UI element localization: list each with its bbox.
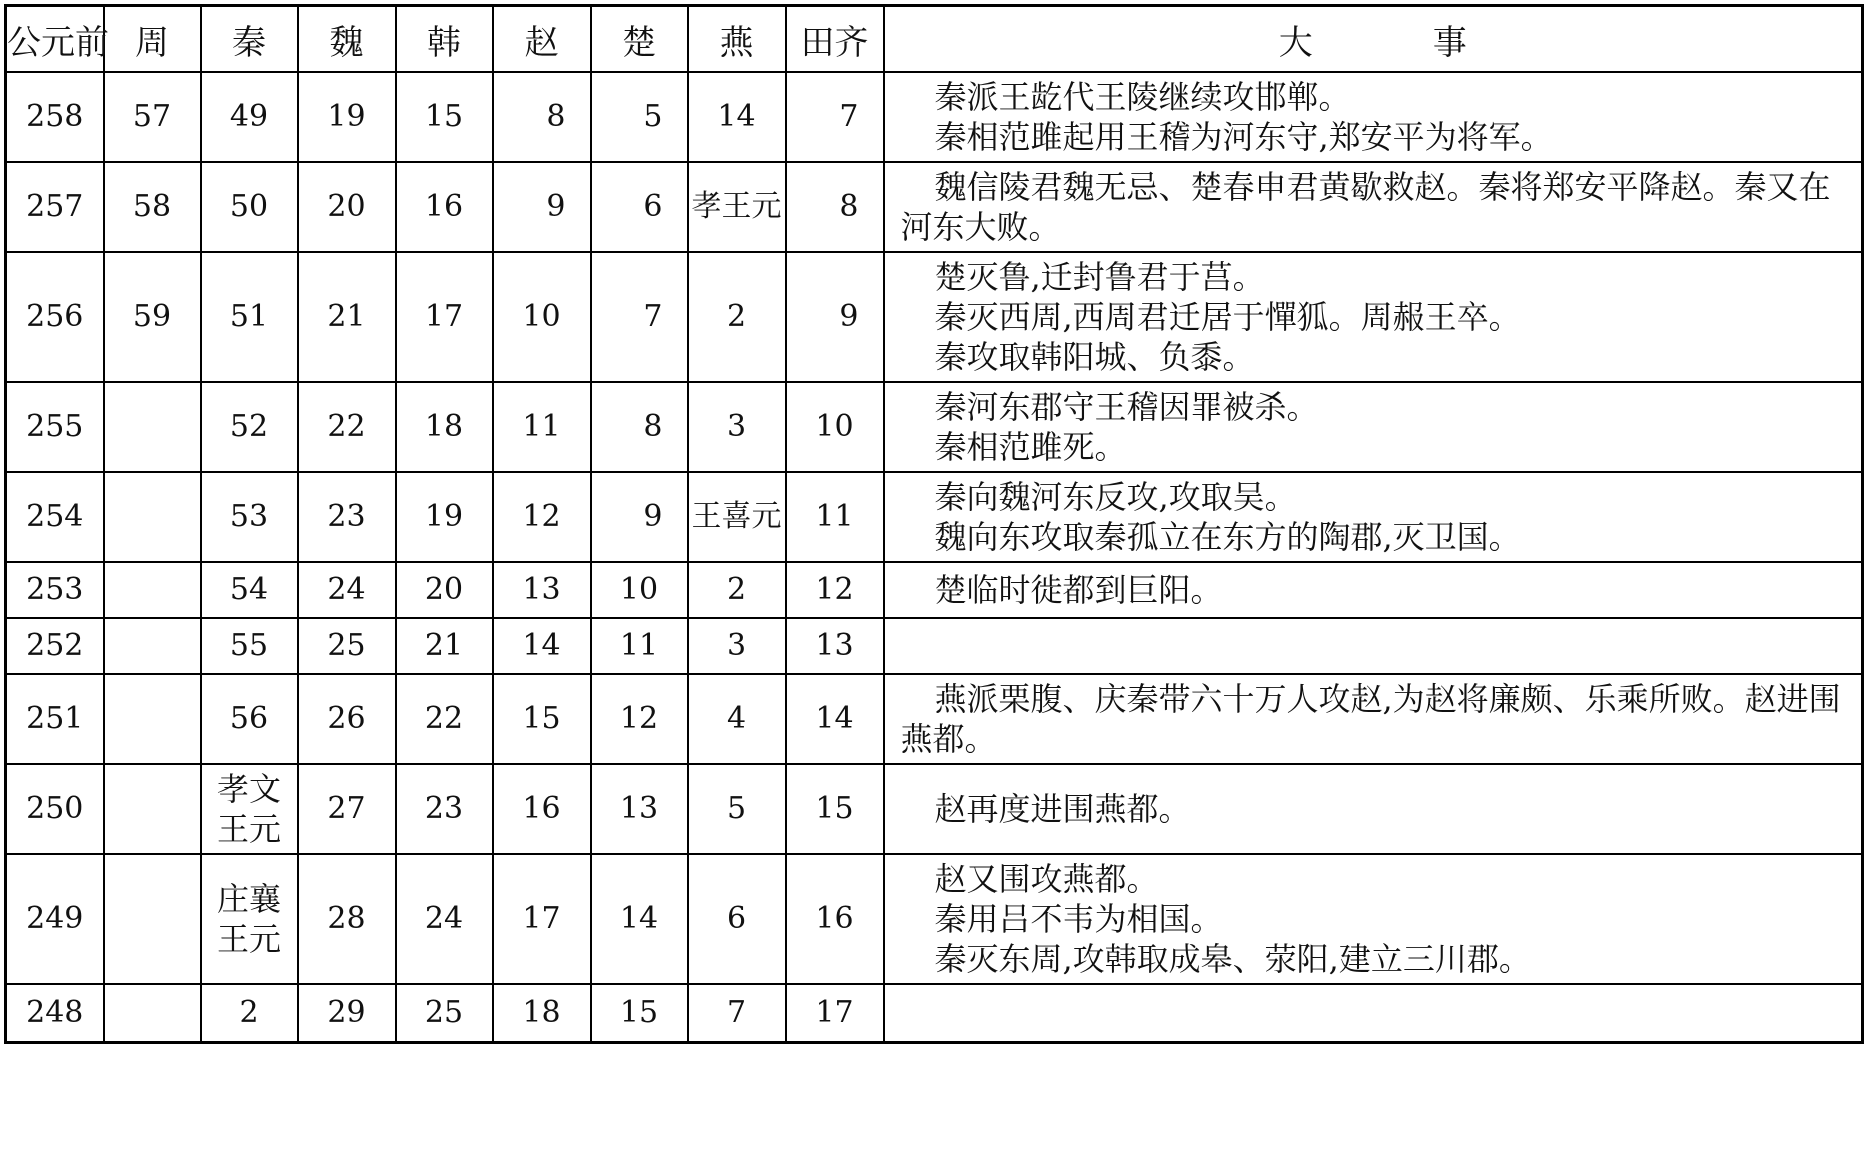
event-text: 魏信陵君魏无忌、楚春申君黄歇救赵。秦将郑安平降赵。秦又在河东大败。 [900, 168, 1831, 246]
cell-yan: 王喜元 [688, 472, 786, 562]
cell-qin: 53 [201, 472, 298, 562]
table-row [6, 162, 1863, 252]
cell-qi: 13 [786, 618, 884, 674]
cell-qi: 10 [786, 382, 884, 472]
cell-qi: 14 [786, 674, 884, 764]
cell-events [884, 472, 1863, 562]
event-text: 秦灭西周,西周君迁居于憚狐。周赧王卒。 [934, 298, 1521, 336]
cell-chu: 8 [591, 382, 688, 472]
cell-yan: 5 [688, 764, 786, 854]
cell-zhao: 16 [493, 764, 591, 854]
cell-wei: 21 [298, 252, 396, 382]
cell-chu: 6 [591, 162, 688, 252]
cell-han: 22 [396, 674, 493, 764]
cell-bc: 251 [6, 674, 104, 764]
cell-qin: 51 [201, 252, 298, 382]
event-text: 秦攻取韩阳城、负黍。 [934, 338, 1255, 376]
event-text: 魏向东攻取秦孤立在东方的陶郡,灭卫国。 [934, 518, 1521, 556]
event-text: 楚临时徙都到巨阳。 [934, 571, 1223, 609]
cell-events [884, 984, 1863, 1042]
cell-wei: 19 [298, 72, 396, 162]
cell-wei: 20 [298, 162, 396, 252]
event-text: 燕派栗腹、庆秦带六十万人攻赵,为赵将廉颇、乐乘所败。赵进围燕都。 [900, 680, 1841, 758]
cell-han: 16 [396, 162, 493, 252]
cell-qi: 7 [786, 72, 884, 162]
table-row [6, 674, 1863, 764]
cell-events [884, 382, 1863, 472]
cell-han: 23 [396, 764, 493, 854]
cell-chu: 7 [591, 252, 688, 382]
event-text: 秦派王龁代王陵继续攻邯郸。 [934, 78, 1351, 116]
cell-bc: 249 [6, 854, 104, 984]
cell-wei: 29 [298, 984, 396, 1042]
cell-zhou: 59 [104, 252, 201, 382]
cell-qi: 16 [786, 854, 884, 984]
cell-wei: 24 [298, 562, 396, 618]
cell-bc: 248 [6, 984, 104, 1042]
cell-zhou [104, 764, 201, 854]
cell-zhou [104, 984, 201, 1042]
cell-han: 20 [396, 562, 493, 618]
table-row [6, 72, 1863, 162]
cell-qin: 庄襄王元 [201, 854, 298, 984]
cell-qi: 8 [786, 162, 884, 252]
cell-zhao: 9 [493, 162, 591, 252]
cell-zhou: 58 [104, 162, 201, 252]
cell-wei: 28 [298, 854, 396, 984]
event-text: 秦灭东周,攻韩取成皋、荥阳,建立三川郡。 [934, 940, 1531, 978]
cell-zhou [104, 382, 201, 472]
col-header-han: 韩 [396, 6, 493, 73]
cell-events [884, 674, 1863, 764]
table-row [6, 854, 1863, 984]
col-header-zhao: 赵 [493, 6, 591, 73]
col-header-events [884, 6, 1863, 73]
cell-zhao: 18 [493, 984, 591, 1042]
cell-qi: 9 [786, 252, 884, 382]
col-header-qin: 秦 [201, 6, 298, 73]
cell-zhou [104, 562, 201, 618]
table-row [6, 984, 1863, 1042]
cell-wei: 26 [298, 674, 396, 764]
cell-han: 24 [396, 854, 493, 984]
header-row [6, 6, 1863, 73]
col-header-tianqi: 田齐 [786, 6, 884, 73]
table-row [6, 562, 1863, 618]
cell-zhou: 57 [104, 72, 201, 162]
cell-bc: 258 [6, 72, 104, 162]
cell-qin: 54 [201, 562, 298, 618]
cell-yan: 3 [688, 618, 786, 674]
cell-qin: 56 [201, 674, 298, 764]
cell-wei: 25 [298, 618, 396, 674]
cell-zhao: 12 [493, 472, 591, 562]
cell-qin: 55 [201, 618, 298, 674]
col-header-events-part1: 大 [1278, 22, 1313, 63]
cell-han: 21 [396, 618, 493, 674]
cell-bc: 256 [6, 252, 104, 382]
cell-bc: 250 [6, 764, 104, 854]
cell-yan: 4 [688, 674, 786, 764]
cell-chu: 5 [591, 72, 688, 162]
cell-events [884, 252, 1863, 382]
table-body [6, 72, 1863, 1042]
cell-zhao: 13 [493, 562, 591, 618]
cell-qin: 49 [201, 72, 298, 162]
col-header-wei: 魏 [298, 6, 396, 73]
table-row [6, 618, 1863, 674]
cell-zhao: 10 [493, 252, 591, 382]
col-header-chu: 楚 [591, 6, 688, 73]
table-row [6, 382, 1863, 472]
cell-events [884, 618, 1863, 674]
cell-qi: 11 [786, 472, 884, 562]
event-text: 秦相范雎死。 [934, 428, 1127, 466]
cell-yan: 2 [688, 252, 786, 382]
cell-chu: 12 [591, 674, 688, 764]
col-header-zhou: 周 [104, 6, 201, 73]
cell-han: 18 [396, 382, 493, 472]
event-text: 赵再度进围燕都。 [934, 790, 1191, 828]
event-text: 秦向魏河东反攻,攻取吴。 [934, 478, 1297, 516]
table-header [6, 6, 1863, 73]
cell-events [884, 72, 1863, 162]
cell-yan: 7 [688, 984, 786, 1042]
cell-zhao: 11 [493, 382, 591, 472]
cell-yan: 2 [688, 562, 786, 618]
cell-bc: 254 [6, 472, 104, 562]
cell-wei: 23 [298, 472, 396, 562]
col-header-yan: 燕 [688, 6, 786, 73]
cell-chu: 14 [591, 854, 688, 984]
cell-wei: 22 [298, 382, 396, 472]
cell-han: 15 [396, 72, 493, 162]
event-text: 秦用吕不韦为相国。 [934, 900, 1223, 938]
event-text: 楚灭鲁,迁封鲁君于莒。 [934, 258, 1265, 296]
cell-chu: 9 [591, 472, 688, 562]
table-row [6, 764, 1863, 854]
cell-bc: 253 [6, 562, 104, 618]
cell-qin: 52 [201, 382, 298, 472]
event-text: 赵又围攻燕都。 [934, 860, 1159, 898]
cell-chu: 10 [591, 562, 688, 618]
cell-zhou [104, 472, 201, 562]
cell-bc: 257 [6, 162, 104, 252]
cell-zhao: 15 [493, 674, 591, 764]
cell-qi: 15 [786, 764, 884, 854]
cell-events [884, 162, 1863, 252]
table-row [6, 472, 1863, 562]
cell-han: 19 [396, 472, 493, 562]
cell-yan: 孝王元 [688, 162, 786, 252]
cell-zhao: 8 [493, 72, 591, 162]
cell-yan: 14 [688, 72, 786, 162]
cell-bc: 252 [6, 618, 104, 674]
cell-chu: 11 [591, 618, 688, 674]
cell-events [884, 854, 1863, 984]
cell-han: 25 [396, 984, 493, 1042]
cell-events [884, 764, 1863, 854]
cell-qi: 17 [786, 984, 884, 1042]
col-header-bc: 公元前 [6, 6, 104, 73]
event-text: 秦相范雎起用王稽为河东守,郑安平为将军。 [934, 118, 1553, 156]
cell-chu: 15 [591, 984, 688, 1042]
cell-qin: 孝文王元 [201, 764, 298, 854]
cell-wei: 27 [298, 764, 396, 854]
cell-qi: 12 [786, 562, 884, 618]
cell-zhao: 14 [493, 618, 591, 674]
cell-zhou [104, 618, 201, 674]
cell-chu: 13 [591, 764, 688, 854]
event-text: 秦河东郡守王稽因罪被杀。 [934, 388, 1319, 426]
cell-zhou [104, 674, 201, 764]
cell-han: 17 [396, 252, 493, 382]
cell-qin: 2 [201, 984, 298, 1042]
cell-zhao: 17 [493, 854, 591, 984]
chronology-table [4, 4, 1864, 1044]
table-row [6, 252, 1863, 382]
cell-qin: 50 [201, 162, 298, 252]
cell-bc: 255 [6, 382, 104, 472]
cell-yan: 6 [688, 854, 786, 984]
cell-events [884, 562, 1863, 618]
cell-zhou [104, 854, 201, 984]
col-header-events-part2: 事 [1432, 22, 1467, 63]
cell-yan: 3 [688, 382, 786, 472]
